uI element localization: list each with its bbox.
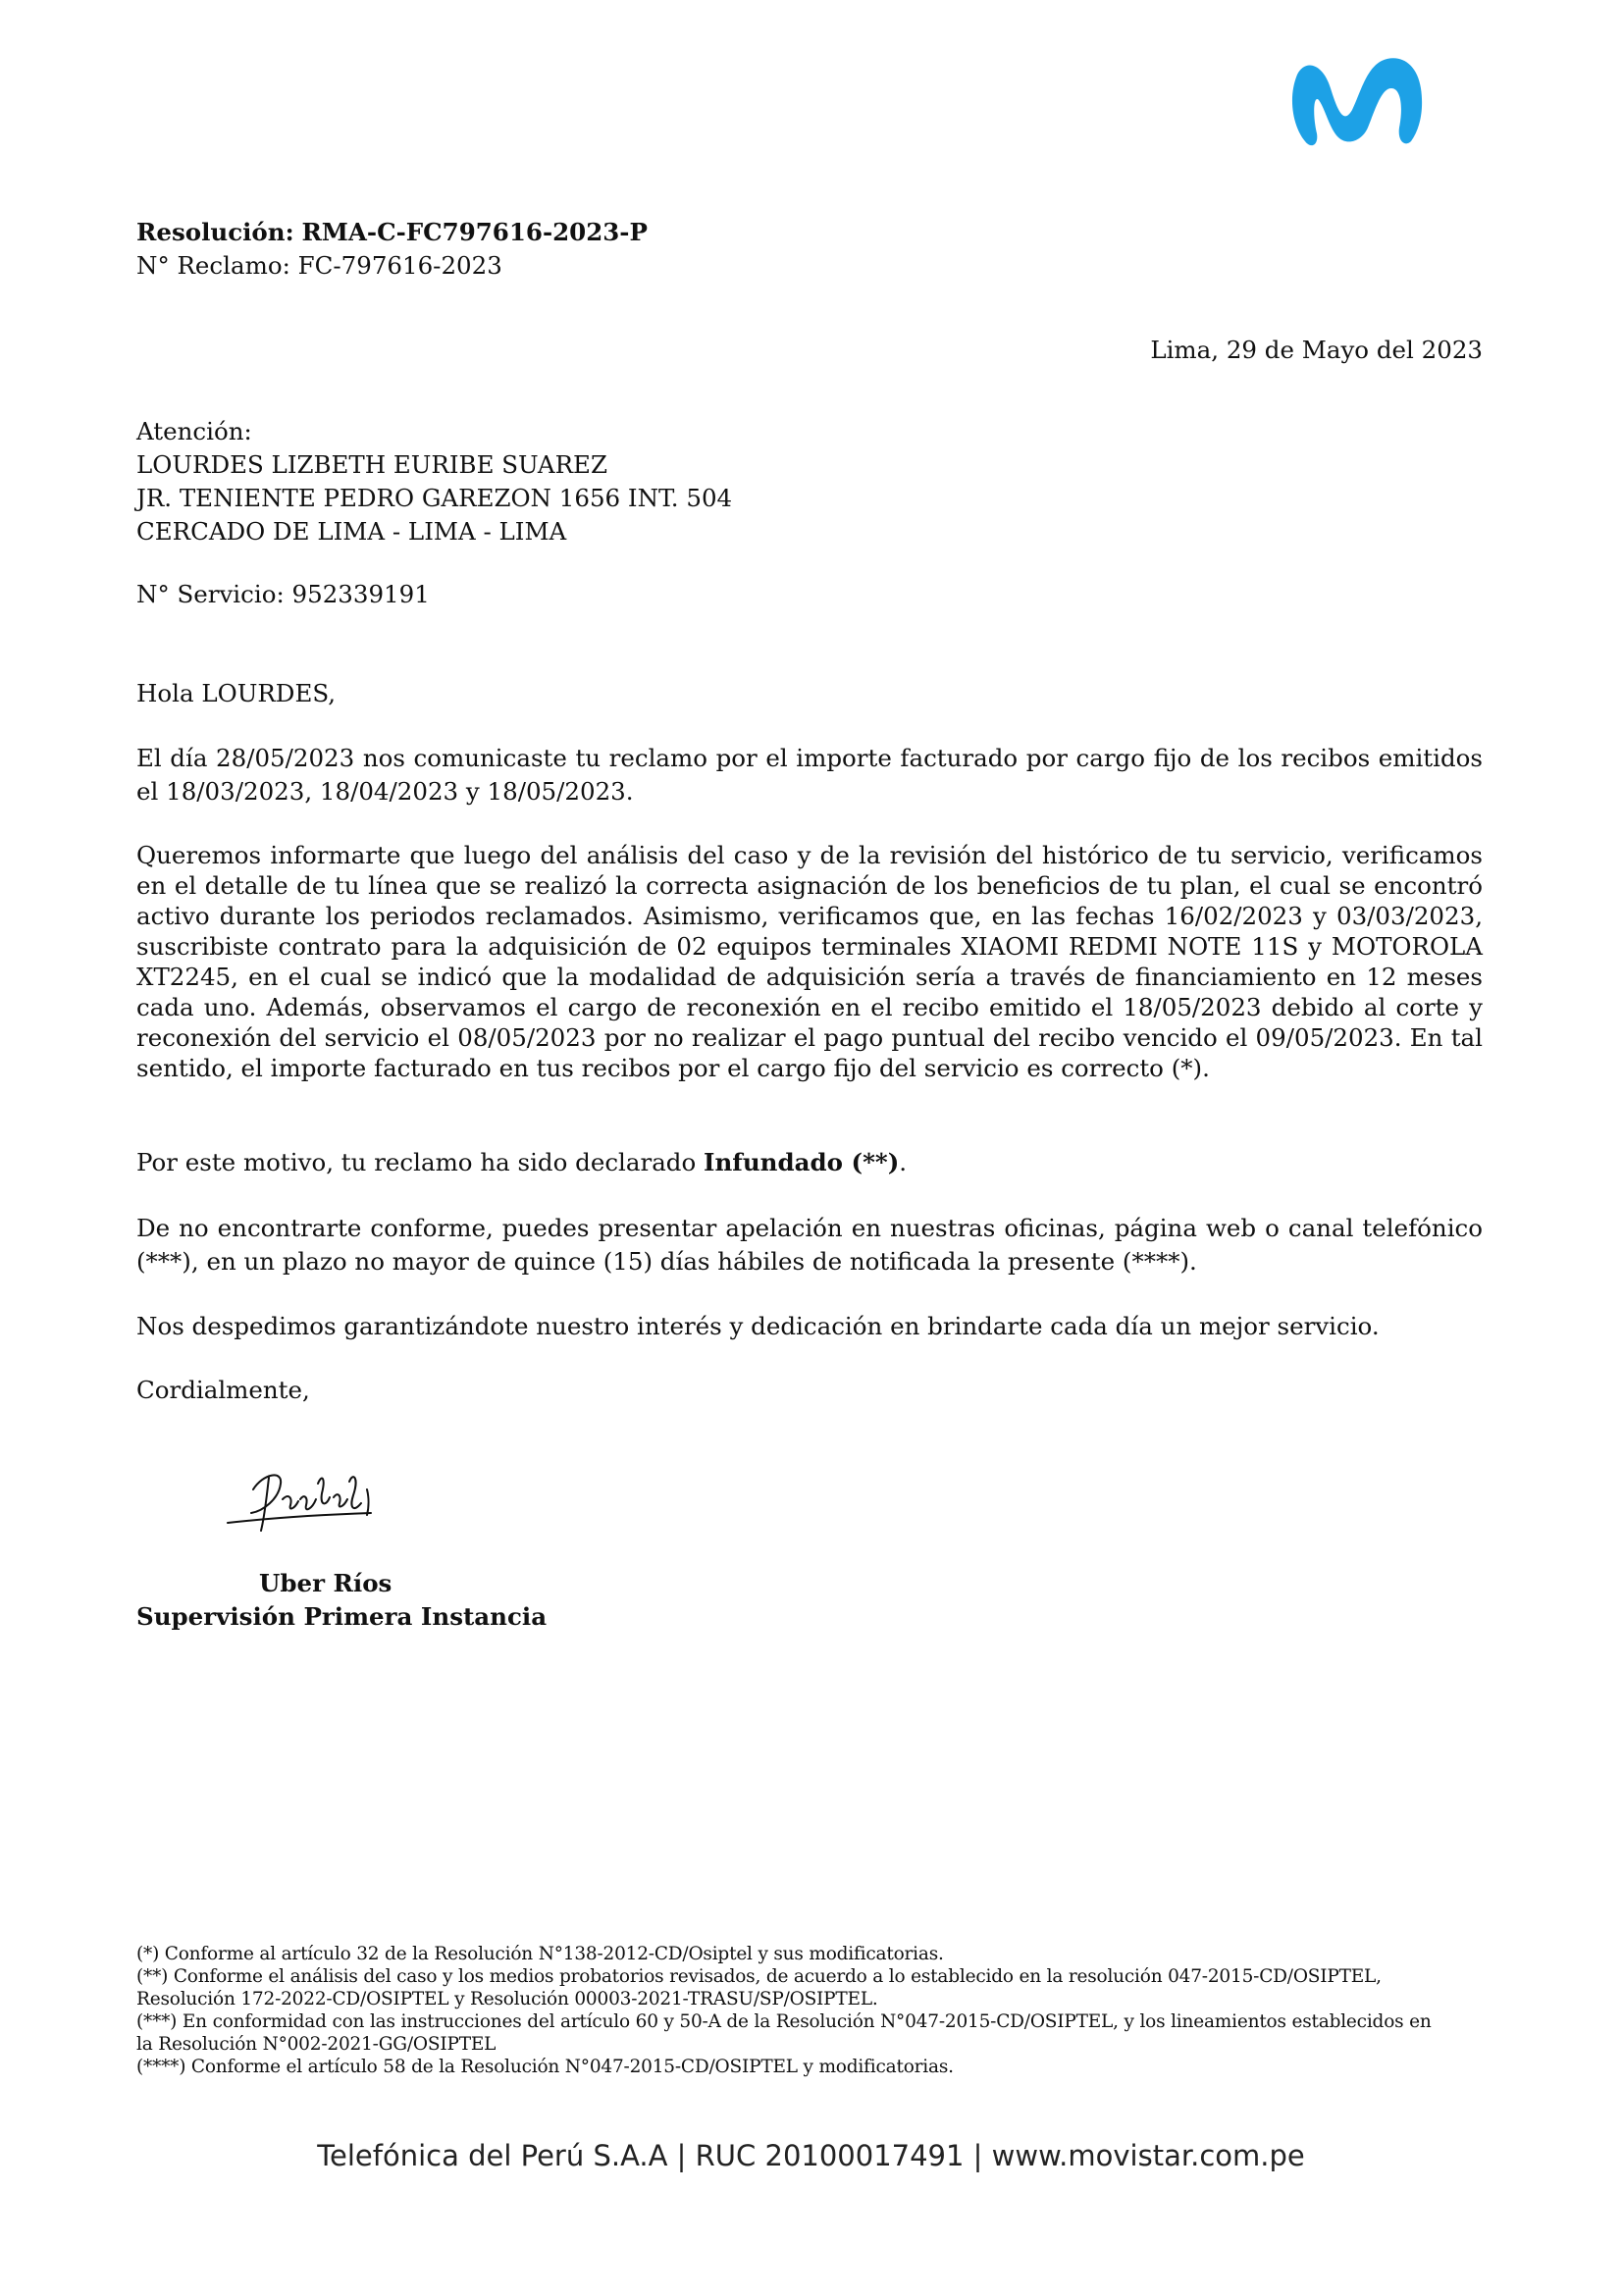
- paragraph-verdict: [136, 1146, 1483, 1179]
- footnote-2-line2: Resolución 172-2022-CD/OSIPTEL y Resolución 00003-2021-TRASU/SP/OSIPTEL.: [136, 1989, 878, 2009]
- claim-line: [136, 249, 1483, 283]
- letter-date: Lima, 29 de Mayo del 2023: [1150, 336, 1483, 364]
- resolution-label: Resolución:: [136, 218, 294, 246]
- service-number: 952339191: [291, 580, 430, 608]
- footnote-1: (*) Conforme al artículo 32 de la Resolución N°138-2012-CD/Osiptel y sus modificatorias.: [136, 1944, 944, 1964]
- closing: Cordialmente,: [136, 1376, 310, 1404]
- recipient-name: LOURDES LIZBETH EURIBE SUAREZ: [136, 450, 607, 479]
- greeting: Hola LOURDES,: [136, 679, 337, 707]
- signer-name: Uber Ríos: [259, 1569, 392, 1597]
- paragraph-farewell: Nos despedimos garantizándote nuestro interés y dedicación en brindarte cada día un mejor servicio.: [136, 1312, 1380, 1340]
- paragraph-analysis: Queremos informarte que luego del análisis del caso y de la revisión del histórico de tu servicio, verificamos en el detalle de tu línea que se realizó la correcta asignación de los beneficios de tu plan, el cual se encontró activo durante los periodos reclamados. Asimismo, verificamos que, en las fechas 16/02/2023 y 03/03/2023, suscribiste contrato para la adquisición de 02 equipos terminales XIAOMI REDMI NOTE 11S y MOTOROLA XT2245, en el cual se indicó que la modalidad de adquisición sería a través de financiamiento en 12 meses cada uno. Además, observamos el cargo de reconexión en el recibo emitido el 18/05/2023 debido al corte y reconexión del servicio el 08/05/2023 por no realizar el pago puntual del recibo vencido el 09/05/2023. En tal sentido, el importe facturado en tus recibos por el cargo fijo del servicio es correcto (*).: [136, 841, 1483, 1082]
- claim-number: FC-797616-2023: [297, 251, 502, 280]
- service-label: N° Servicio:: [136, 580, 285, 608]
- footnote-4: (****) Conforme el artículo 58 de la Resolución N°047-2015-CD/OSIPTEL y modificatorias.: [136, 2057, 954, 2077]
- footnote-3-line2: la Resolución N°002-2021-GG/OSIPTEL: [136, 2034, 497, 2055]
- attention-label: Atención:: [136, 417, 252, 445]
- footnote-3-line1: (***) En conformidad con las instrucciones del artículo 60 y 50-A de la Resolución N°047-2015-CD/OSIPTEL, y los lineamientos establecidos en: [136, 2011, 1432, 2032]
- verdict-status: Infundado (**): [704, 1148, 900, 1176]
- paragraph-appeal: De no encontrarte conforme, puedes presentar apelación en nuestras oficinas, página web o canal telefónico (***), en un plazo no mayor de quince (15) días hábiles de notificada la presente (****).: [136, 1214, 1483, 1276]
- recipient-address-line2: CERCADO DE LIMA - LIMA - LIMA: [136, 517, 567, 546]
- paragraph-claim-intro: El día 28/05/2023 nos comunicaste tu reclamo por el importe facturado por cargo fijo de los recibos emitidos el 18/03/2023, 18/04/2023 y 18/05/2023.: [136, 744, 1483, 806]
- claim-label: N° Reclamo:: [136, 251, 290, 280]
- resolution-number: RMA-C-FC797616-2023-P: [301, 218, 648, 246]
- company-footer: Telefónica del Perú S.A.A | RUC 20100017491 | www.movistar.com.pe: [317, 2139, 1305, 2172]
- signer-title: Supervisión Primera Instancia: [136, 1602, 548, 1631]
- resolution-line: [136, 216, 1483, 249]
- service-line: [136, 578, 1483, 611]
- verdict-suffix: .: [899, 1148, 908, 1176]
- signature-image: [224, 1454, 391, 1552]
- verdict-prefix: Por este motivo, tu reclamo ha sido declarado: [136, 1148, 705, 1176]
- movistar-logo-icon: [1283, 49, 1427, 151]
- footnotes: [136, 1943, 1483, 2078]
- recipient-address-line1: JR. TENIENTE PEDRO GAREZON 1656 INT. 504: [136, 484, 733, 512]
- footnote-2-line1: (**) Conforme el análisis del caso y los medios probatorios revisados, de acuerdo a lo establecido en la resolución 047-2015-CD/OSIPTEL,: [136, 1966, 1382, 1987]
